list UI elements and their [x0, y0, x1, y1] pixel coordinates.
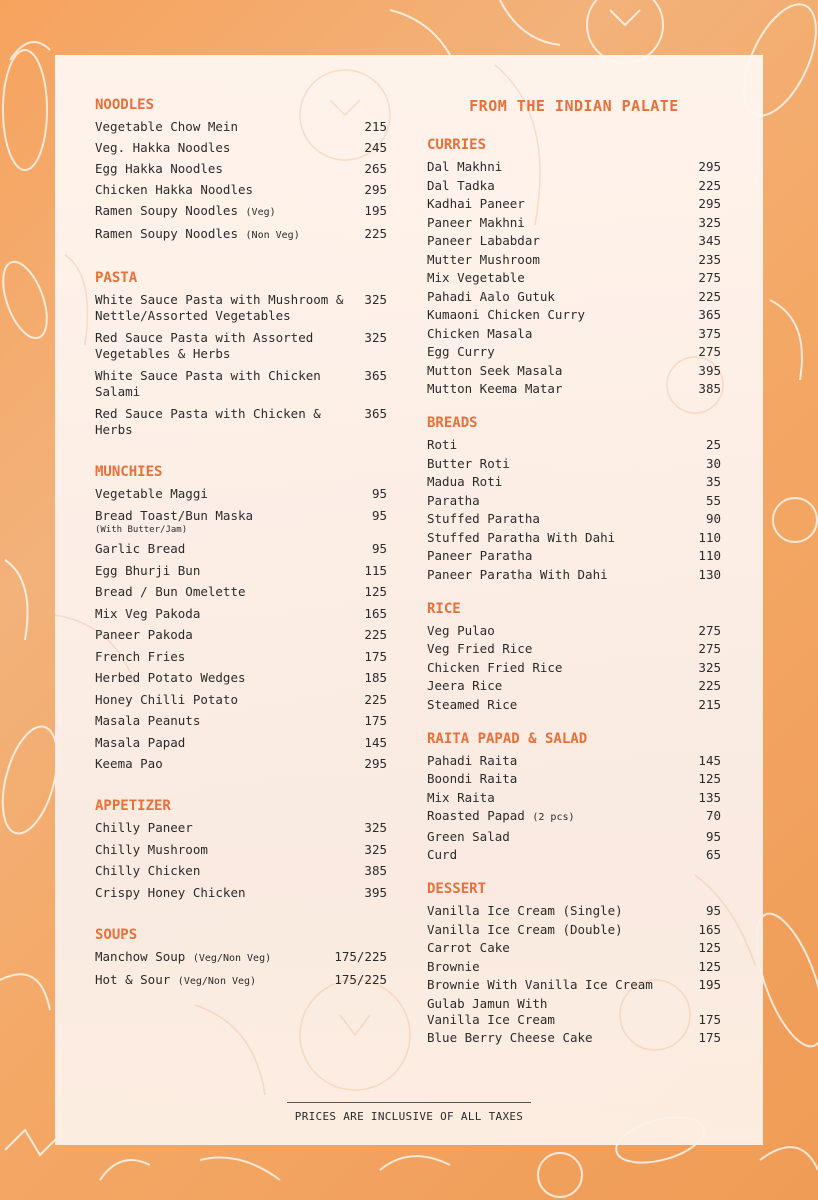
- menu-item: [95, 627, 387, 643]
- menu-item: [427, 215, 721, 231]
- item-price: 195: [698, 977, 721, 992]
- item-note: (Veg/Non Veg): [192, 952, 272, 964]
- menu-item: [427, 1030, 721, 1046]
- item-name: Pahadi Raita: [427, 752, 518, 768]
- item-name: Steamed Rice: [427, 696, 518, 712]
- menu-item: [95, 140, 387, 156]
- item-price: 325: [364, 292, 387, 307]
- section-soups: [95, 927, 387, 991]
- item-name: Dal Tadka: [427, 177, 495, 193]
- item-price: 345: [698, 233, 721, 248]
- item-price: 215: [698, 696, 721, 712]
- menu-item: [95, 863, 387, 879]
- item-name: Chicken Masala: [427, 325, 533, 341]
- item-name: Stuffed Paratha: [427, 511, 540, 526]
- menu-item: [427, 307, 721, 323]
- menu-item: [427, 808, 721, 826]
- menu-item: [95, 949, 387, 967]
- item-price: 385: [364, 863, 387, 878]
- item-name: Vegetable Maggi: [95, 486, 208, 501]
- right-column: [427, 97, 721, 1064]
- menu-item: [95, 368, 387, 400]
- menu-item: [427, 940, 721, 956]
- item-price: 65: [705, 847, 721, 862]
- menu-item: [95, 692, 387, 708]
- menu-item: [427, 996, 721, 1028]
- item-price: 395: [364, 884, 387, 900]
- item-price: 115: [364, 562, 387, 578]
- item-name: Vanilla Ice Cream (Double): [427, 921, 623, 937]
- menu-item: [427, 567, 721, 583]
- item-note: (2 pcs): [532, 812, 575, 823]
- item-name: Chilly Paneer: [95, 820, 193, 835]
- section-title: BREADS: [427, 415, 478, 431]
- section-title: APPETIZER: [95, 798, 171, 814]
- menu-item: [427, 363, 721, 379]
- item-price: 70: [705, 808, 721, 823]
- menu-item: [95, 756, 387, 772]
- menu-item: [95, 584, 387, 600]
- item-price: 225: [364, 627, 387, 642]
- item-name: Stuffed Paratha With Dahi: [427, 529, 616, 545]
- item-name: French Fries: [95, 648, 186, 664]
- item-price: 245: [364, 140, 387, 155]
- item-name: Kadhai Paneer: [427, 196, 525, 211]
- item-name: Kumaoni Chicken Curry: [427, 307, 586, 322]
- menu-item: [427, 381, 721, 397]
- item-price: 175/225: [334, 972, 387, 987]
- item-name: Chicken Hakka Noodles: [95, 182, 254, 197]
- item-price: 275: [698, 344, 721, 359]
- menu-item: [427, 641, 721, 657]
- section-curries: [427, 137, 721, 397]
- section-title: RICE: [427, 600, 461, 617]
- item-price: 325: [364, 841, 387, 857]
- item-price: 275: [698, 270, 721, 285]
- menu-item: [427, 159, 721, 175]
- item-price: 145: [698, 752, 721, 768]
- menu-item: [427, 456, 721, 472]
- item-price: 125: [698, 958, 721, 974]
- menu-item: [427, 660, 721, 676]
- item-price: 395: [698, 362, 721, 378]
- item-name: Chilly Mushroom: [95, 841, 208, 857]
- menu-item: [95, 820, 387, 836]
- item-name: Chicken Fried Rice: [427, 659, 563, 675]
- menu-item: [427, 493, 721, 509]
- item-name: Blue Berry Cheese Cake: [427, 1030, 593, 1045]
- item-name: Butter Roti: [427, 455, 510, 471]
- item-price: 95: [705, 903, 721, 918]
- menu-item: [95, 541, 387, 557]
- menu-item: [427, 252, 721, 268]
- item-price: 110: [698, 529, 721, 545]
- menu-item: [95, 161, 387, 177]
- menu-item: [95, 735, 387, 751]
- menu-item: [427, 959, 721, 975]
- item-name: Jeera Rice: [427, 678, 503, 693]
- item-price: 385: [698, 381, 721, 396]
- menu-item: [427, 511, 721, 527]
- item-price: 90: [705, 511, 721, 526]
- menu-item: [95, 226, 387, 244]
- section-title: CURRIES: [427, 137, 487, 153]
- item-price: 25: [705, 437, 721, 452]
- menu-item: [427, 977, 721, 993]
- item-name: Mix Raita: [427, 789, 495, 805]
- item-name: Madua Roti: [427, 474, 503, 489]
- item-price: 295: [364, 756, 387, 771]
- menu-item: [427, 289, 721, 305]
- item-price: 375: [698, 325, 721, 341]
- menu-item: [427, 790, 721, 806]
- menu-item: [427, 474, 721, 490]
- item-price: 125: [698, 771, 721, 786]
- item-name: White Sauce Pasta with Chicken Salami: [95, 368, 321, 399]
- menu-item: [95, 330, 387, 362]
- item-price: 235: [698, 251, 721, 267]
- menu-item: [95, 406, 387, 438]
- item-price: 265: [364, 161, 387, 176]
- item-name: Mix Veg Pakoda: [95, 605, 201, 621]
- item-name: Masala Papad: [95, 734, 186, 750]
- item-name: Paneer Lababdar: [427, 233, 540, 248]
- menu-item: [427, 178, 721, 194]
- item-name: White Sauce Pasta with Mushroom & Nettle/Assorted Vegetables: [95, 292, 344, 323]
- menu-item: [427, 326, 721, 342]
- item-price: 175: [364, 648, 387, 664]
- item-name: Mutton Seek Masala: [427, 362, 563, 378]
- item-price: 295: [698, 196, 721, 211]
- menu-item: [427, 678, 721, 694]
- item-name: Vanilla Ice Cream (Single): [427, 903, 623, 918]
- item-price: 125: [698, 940, 721, 955]
- item-price: 325: [698, 659, 721, 675]
- item-name: Bread Toast/Bun Maska (With Butter/Jam): [95, 508, 372, 536]
- item-name: Carrot Cake: [427, 940, 510, 955]
- item-name: Keema Pao: [95, 756, 163, 771]
- item-name: Curd: [427, 847, 458, 862]
- item-name: Green Salad: [427, 828, 510, 844]
- item-price: 35: [705, 474, 721, 489]
- menu-item: [427, 903, 721, 919]
- item-name: Egg Curry: [427, 344, 495, 359]
- menu-item: [95, 203, 387, 221]
- item-price: 295: [698, 159, 721, 174]
- section-dessert: [427, 881, 721, 1046]
- item-name: Paratha: [427, 492, 480, 508]
- menu-item: [427, 922, 721, 938]
- menu-item: [427, 548, 721, 564]
- item-subnote: (With Butter/Jam): [95, 524, 188, 535]
- item-price: 55: [705, 492, 721, 508]
- menu-item: [427, 829, 721, 845]
- item-price: 110: [698, 548, 721, 563]
- item-name: Ramen Soupy Noodles (Veg): [95, 203, 276, 218]
- item-name: Ramen Soupy Noodles (Non Veg): [95, 226, 300, 241]
- menu-item: [95, 563, 387, 579]
- item-price: 215: [364, 119, 387, 134]
- item-name: Masala Peanuts: [95, 713, 201, 728]
- section-raita-papad-salad: [427, 731, 721, 864]
- item-price: 195: [364, 203, 387, 218]
- menu-item: [95, 292, 387, 324]
- item-price: 145: [364, 734, 387, 750]
- section-munchies: [95, 464, 387, 772]
- item-price: 225: [698, 177, 721, 193]
- menu-item: [95, 842, 387, 858]
- item-name: Roti: [427, 437, 458, 452]
- left-column: [95, 97, 387, 1016]
- item-name: Roasted Papad (2 pcs): [427, 808, 575, 823]
- section-title: SOUPS: [95, 926, 138, 943]
- item-name: Egg Hakka Noodles: [95, 161, 223, 176]
- item-name: Dal Makhni: [427, 159, 503, 174]
- menu-item: [427, 623, 721, 639]
- item-price: 295: [364, 182, 387, 197]
- item-name: Red Sauce Pasta with Chicken & Herbs: [95, 406, 321, 437]
- item-name: Mix Vegetable: [427, 270, 525, 285]
- item-name: Paneer Makhni: [427, 214, 525, 230]
- item-name: Herbed Potato Wedges: [95, 670, 246, 685]
- item-note: (Non Veg): [245, 230, 300, 241]
- item-name: Paneer Paratha: [427, 548, 533, 563]
- item-name: Boondi Raita: [427, 771, 518, 786]
- item-price: 175: [698, 1030, 721, 1045]
- menu-item: [95, 885, 387, 901]
- item-name: Veg Pulao: [427, 622, 495, 638]
- menu-item: [95, 606, 387, 622]
- menu-item: [95, 119, 387, 135]
- section-title: MUNCHIES: [95, 464, 163, 480]
- menu-item: [427, 771, 721, 787]
- item-name: Crispy Honey Chicken: [95, 884, 246, 900]
- section-breads: [427, 415, 721, 583]
- item-price: 365: [364, 368, 387, 383]
- item-price: 135: [698, 789, 721, 805]
- item-price: 95: [371, 541, 387, 556]
- section-title: NOODLES: [95, 97, 155, 113]
- item-price: 125: [364, 584, 387, 599]
- item-name: Veg Fried Rice: [427, 641, 533, 656]
- item-name: Brownie: [427, 958, 480, 974]
- menu-item: [427, 196, 721, 212]
- item-price: 185: [364, 670, 387, 685]
- item-price: 225: [364, 226, 387, 241]
- tax-note-footer: PRICES ARE INCLUSIVE OF ALL TAXES: [287, 1102, 531, 1123]
- item-price: 275: [698, 641, 721, 656]
- item-price: 225: [364, 691, 387, 707]
- section-title: PASTA: [95, 270, 138, 286]
- item-price: 95: [705, 828, 721, 844]
- item-name: Red Sauce Pasta with Assorted Vegetables & Herbs: [95, 330, 314, 361]
- item-price: 175: [364, 713, 387, 728]
- item-note: (Veg/Non Veg): [177, 976, 257, 987]
- menu-item: [427, 530, 721, 546]
- item-price: 225: [698, 678, 721, 693]
- item-price: 95: [371, 486, 387, 501]
- item-name: Pahadi Aalo Gutuk: [427, 288, 555, 304]
- item-name: Brownie With Vanilla Ice Cream: [427, 977, 653, 992]
- item-price: 225: [698, 288, 721, 304]
- menu-item: [95, 713, 387, 729]
- menu-item: [95, 486, 387, 502]
- item-price: 165: [698, 921, 721, 937]
- item-name: Hot & Sour (Veg/Non Veg): [95, 972, 257, 987]
- item-name: Mutton Keema Matar: [427, 381, 563, 396]
- menu-item: [427, 233, 721, 249]
- item-name: Paneer Paratha With Dahi: [427, 566, 608, 582]
- item-name: Mutter Mushroom: [427, 251, 540, 267]
- menu-item: [95, 508, 387, 536]
- section-title: RAITA PAPAD & SALAD: [427, 730, 588, 747]
- menu-panel: [55, 55, 763, 1145]
- section-pasta: [95, 270, 387, 438]
- item-name: Egg Bhurji Bun: [95, 562, 201, 578]
- menu-item: [95, 182, 387, 198]
- menu-item: [95, 670, 387, 686]
- item-price: 275: [698, 622, 721, 638]
- item-price: 365: [364, 406, 387, 421]
- item-name: Gulab Jamun With Vanilla Ice Cream: [427, 995, 555, 1027]
- menu-item: [427, 344, 721, 360]
- item-price: 175: [698, 1011, 721, 1027]
- section-title: DESSERT: [427, 881, 487, 897]
- item-price: 95: [371, 507, 387, 523]
- item-name: Honey Chilli Potato: [95, 691, 238, 707]
- item-price: 175/225: [334, 948, 387, 964]
- menu-item: [427, 437, 721, 453]
- menu-item: [427, 753, 721, 769]
- menu-item: [427, 697, 721, 713]
- section-rice: [427, 601, 721, 713]
- section-noodles: [95, 97, 387, 244]
- section-appetizer: [95, 798, 387, 901]
- item-name: Chilly Chicken: [95, 863, 201, 878]
- item-name: Manchow Soup (Veg/Non Veg): [95, 948, 272, 964]
- menu-item: [427, 847, 721, 863]
- item-price: 325: [364, 330, 387, 345]
- item-price: 365: [698, 307, 721, 322]
- item-price: 30: [705, 455, 721, 471]
- menu-item: [95, 972, 387, 990]
- item-price: 325: [698, 214, 721, 230]
- item-price: 325: [364, 820, 387, 835]
- indian-palate-title: FROM THE INDIAN PALATE: [469, 97, 679, 115]
- item-name: Veg. Hakka Noodles: [95, 140, 231, 155]
- item-price: 130: [698, 566, 721, 582]
- menu-item: [95, 649, 387, 665]
- item-name: Bread / Bun Omelette: [95, 584, 246, 599]
- item-name: Paneer Pakoda: [95, 627, 193, 642]
- menu-item: [427, 270, 721, 286]
- item-name: Garlic Bread: [95, 541, 186, 556]
- item-name: Vegetable Chow Mein: [95, 119, 238, 134]
- item-note: (Veg): [245, 207, 276, 218]
- item-price: 165: [364, 605, 387, 621]
